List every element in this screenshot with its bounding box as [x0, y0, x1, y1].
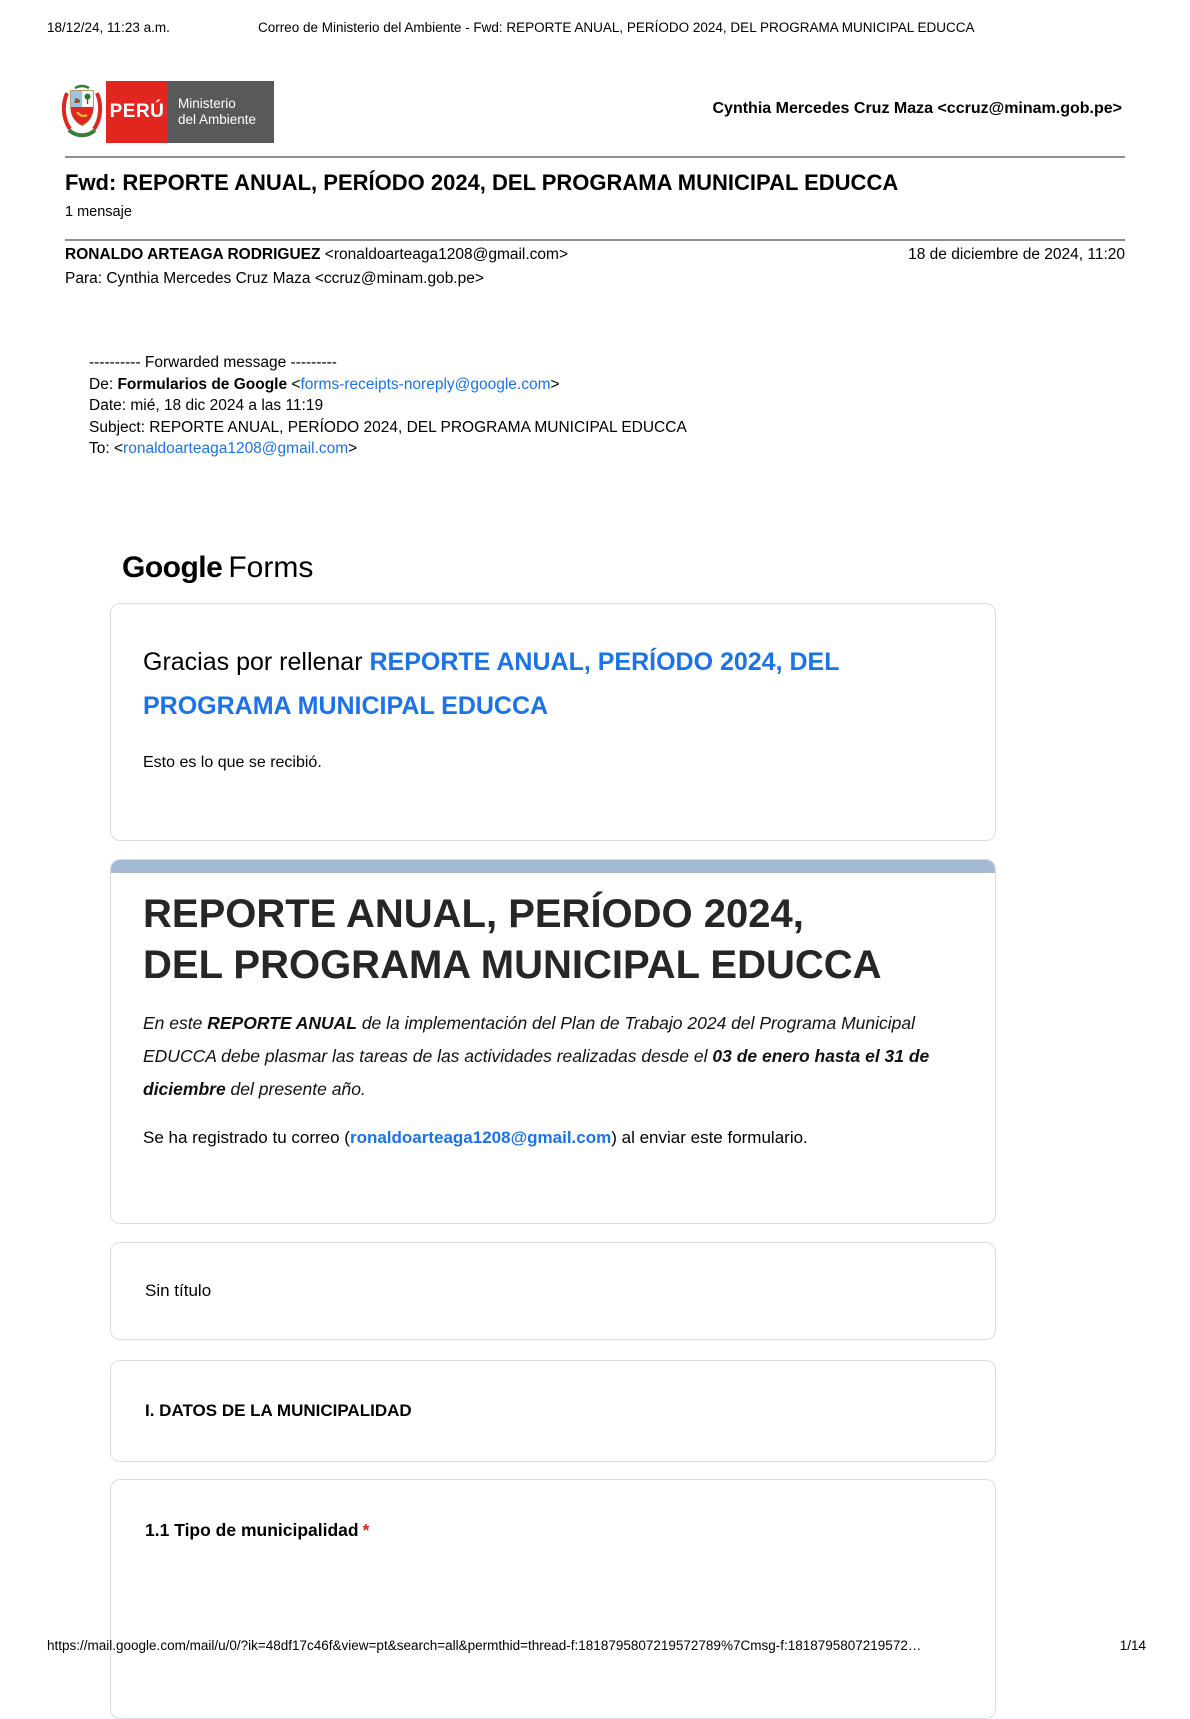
sender-row — [65, 246, 1125, 264]
question-1-1-label: 1.1 Tipo de municipalidad — [145, 1520, 359, 1540]
thread-divider — [65, 239, 1125, 241]
to-bracket-close: > — [348, 440, 358, 457]
forms-logo-text: Forms — [228, 551, 314, 584]
form-header-bar — [111, 860, 995, 873]
google-forms-logo — [122, 551, 313, 585]
from-email-bracket-open: < — [287, 375, 301, 393]
section-1-title: I. DATOS DE LA MUNICIPALIDAD — [145, 1401, 412, 1420]
email-date: 18 de diciembre de 2024, 11:20 — [908, 246, 1125, 263]
sender-name: RONALDO ARTEAGA RODRIGUEZ — [65, 246, 321, 263]
form-description — [143, 1007, 963, 1106]
thanks-message — [143, 640, 963, 728]
form-title-link[interactable]: REPORTE ANUAL, PERÍODO 2024, DEL — [369, 648, 840, 676]
minam-logo — [58, 81, 274, 143]
to-label: To: < — [89, 440, 124, 457]
header-divider — [65, 156, 1125, 158]
google-logo-text: Google — [122, 551, 223, 584]
from-label: De: — [89, 375, 118, 393]
sender-line — [65, 246, 568, 264]
section-1-card — [110, 1360, 996, 1462]
forwarded-message-block — [89, 352, 687, 460]
thanks-prefix: Gracias por rellenar — [143, 648, 370, 676]
from-email-link[interactable]: forms-receipts-noreply@google.com — [300, 375, 551, 393]
untitled-section-label: Sin título — [145, 1281, 212, 1300]
required-asterisk: * — [362, 1520, 370, 1540]
question-1-1-card — [110, 1479, 996, 1719]
print-datetime: 18/12/24, 11:23 a.m. — [47, 20, 170, 35]
thanks-card — [110, 603, 996, 841]
email-subject: Fwd: REPORTE ANUAL, PERÍODO 2024, DEL PROGRAMA MUNICIPAL EDUCCA — [65, 170, 899, 195]
form-header-card — [110, 859, 996, 1224]
print-footer — [47, 1638, 1146, 1653]
email-note-text-1: Se ha registrado tu correo ( — [143, 1128, 350, 1147]
message-count: 1 mensaje — [65, 204, 132, 220]
form-title — [143, 889, 963, 991]
footer-url: https://mail.google.com/mail/u/0/?ik=48df17c46f&view=pt&search=all&permthid=thread-f:1818795807219572789%7Cmsg-f:1818795807219572… — [47, 1638, 922, 1653]
desc-bold-2: 03 de enero hasta el 31 de diciembre — [143, 1046, 930, 1099]
forwarded-divider: ---------- Forwarded message --------- — [89, 354, 337, 371]
recipient-line: Para: Cynthia Mercedes Cruz Maza <ccruz@minam.gob.pe> — [65, 270, 484, 287]
from-name: Formularios de Google — [117, 375, 288, 393]
form-title-link-line2[interactable]: PROGRAMA MUNICIPAL EDUCCA — [143, 692, 549, 720]
untitled-section-card — [110, 1242, 996, 1340]
desc-text-2: de la implementación del Plan de Trabajo 2024 del Programa Municipal EDUCCA debe plasmar las tareas de las actividades realizadas desde el — [143, 1013, 916, 1066]
footer-page-number: 1/14 — [1119, 1638, 1146, 1653]
to-email-link[interactable]: ronaldoarteaga1208@gmail.com — [123, 440, 349, 457]
email-note-text-2: ) al enviar este formulario. — [611, 1128, 808, 1147]
from-email-bracket-close: > — [550, 375, 560, 393]
peru-wordmark: PERÚ — [106, 81, 168, 143]
desc-bold-1: REPORTE ANUAL — [207, 1013, 357, 1033]
form-title-line1: REPORTE ANUAL, PERÍODO 2024, — [143, 892, 804, 936]
form-header-body — [111, 873, 995, 1148]
forwarded-from-line — [89, 374, 687, 396]
form-response-cards — [110, 603, 996, 1719]
registered-email-link[interactable]: ronaldoarteaga1208@gmail.com — [349, 1128, 612, 1147]
registered-email-note — [143, 1128, 963, 1148]
received-note: Esto es lo que se recibió. — [143, 754, 322, 771]
forwarded-to-line — [89, 438, 687, 460]
desc-text-3: del presente año. — [225, 1079, 366, 1099]
ministry-name — [168, 81, 274, 143]
ministry-name-line1: Ministerio — [178, 96, 236, 111]
print-document-title: Correo de Ministerio del Ambiente - Fwd: REPORTE ANUAL, PERÍODO 2024, DEL PROGRAMA MUNICIPAL EDUCCA — [258, 20, 975, 35]
account-name: Cynthia Mercedes Cruz Maza <ccruz@minam.gob.pe> — [712, 100, 1122, 117]
forwarded-subject-line: Subject: REPORTE ANUAL, PERÍODO 2024, DEL PROGRAMA MUNICIPAL EDUCCA — [89, 418, 687, 436]
form-title-line2: DEL PROGRAMA MUNICIPAL EDUCCA — [143, 943, 882, 987]
desc-text-1: En este — [143, 1013, 208, 1033]
peru-coat-of-arms-icon — [58, 81, 106, 143]
sender-email: <ronaldoarteaga1208@gmail.com> — [320, 246, 568, 263]
forwarded-date-line: Date: mié, 18 dic 2024 a las 11:19 — [89, 397, 324, 414]
ministry-name-line2: del Ambiente — [178, 112, 257, 127]
